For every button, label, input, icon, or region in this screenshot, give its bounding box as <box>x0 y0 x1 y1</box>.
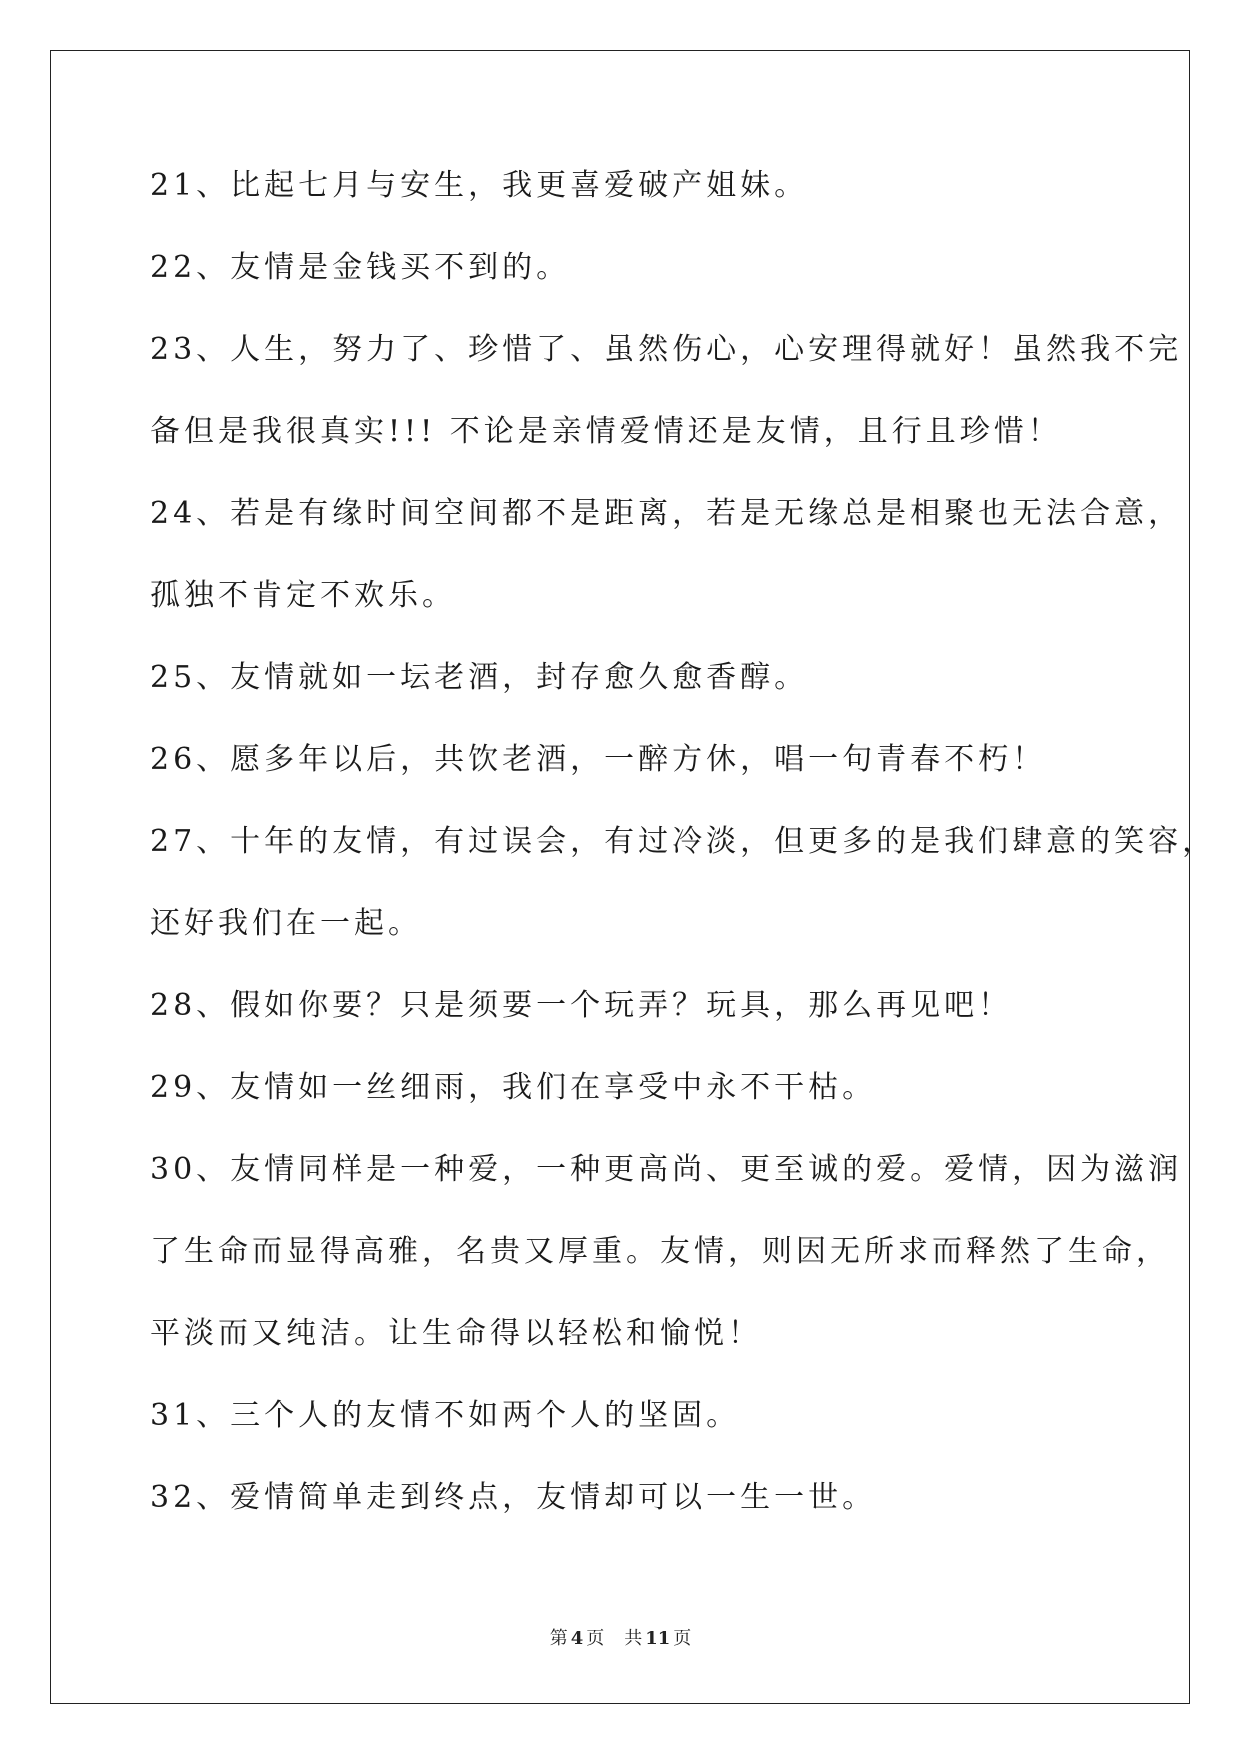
text-line: 26、愿多年以后，共饮老酒，一醉方休，唱一句青春不朽！ <box>150 742 1047 777</box>
footer-total-prefix: 共 <box>624 1628 643 1649</box>
total-page-count: 11 <box>645 1628 671 1649</box>
text-line: 备但是我很真实!!! 不论是亲情爱情还是友情，且行且珍惜！ <box>150 414 1062 449</box>
text-line: 32、爱情简单走到终点，友情却可以一生一世。 <box>150 1480 877 1515</box>
text-line: 25、友情就如一坛老酒，封存愈久愈香醇。 <box>150 660 809 695</box>
document-body <box>150 155 1217 1539</box>
text-line: 22、友情是金钱买不到的。 <box>150 250 571 285</box>
text-line: 29、友情如一丝细雨，我们在享受中永不干枯。 <box>150 1070 877 1105</box>
current-page-number: 4 <box>570 1628 584 1649</box>
footer-total-suffix: 页 <box>673 1628 692 1649</box>
text-line: 24、若是有缘时间空间都不是距离，若是无缘总是相聚也无法合意， <box>150 496 1183 531</box>
text-line: 30、友情同样是一种爱，一种更高尚、更至诚的爱。爱情，因为滋润 <box>150 1152 1183 1187</box>
text-line: 还好我们在一起。 <box>150 906 422 941</box>
footer-prefix: 第 <box>549 1628 568 1649</box>
text-line: 孤独不肯定不欢乐。 <box>150 578 456 613</box>
text-line: 23、人生，努力了、珍惜了、虽然伤心，心安理得就好！虽然我不完 <box>150 332 1183 367</box>
text-line: 27、十年的友情，有过误会，有过冷淡，但更多的是我们肆意的笑容， <box>150 824 1217 859</box>
page-footer <box>0 1624 1241 1650</box>
text-line: 31、三个人的友情不如两个人的坚固。 <box>150 1398 741 1433</box>
text-line: 21、比起七月与安生，我更喜爱破产姐妹。 <box>150 168 809 203</box>
footer-page-suffix: 页 <box>586 1628 605 1649</box>
text-line: 28、假如你要？只是须要一个玩弄？玩具，那么再见吧！ <box>150 988 1013 1023</box>
text-line: 平淡而又纯洁。让生命得以轻松和愉悦！ <box>150 1316 762 1351</box>
text-line: 了生命而显得高雅，名贵又厚重。友情，则因无所求而释然了生命， <box>150 1234 1170 1269</box>
